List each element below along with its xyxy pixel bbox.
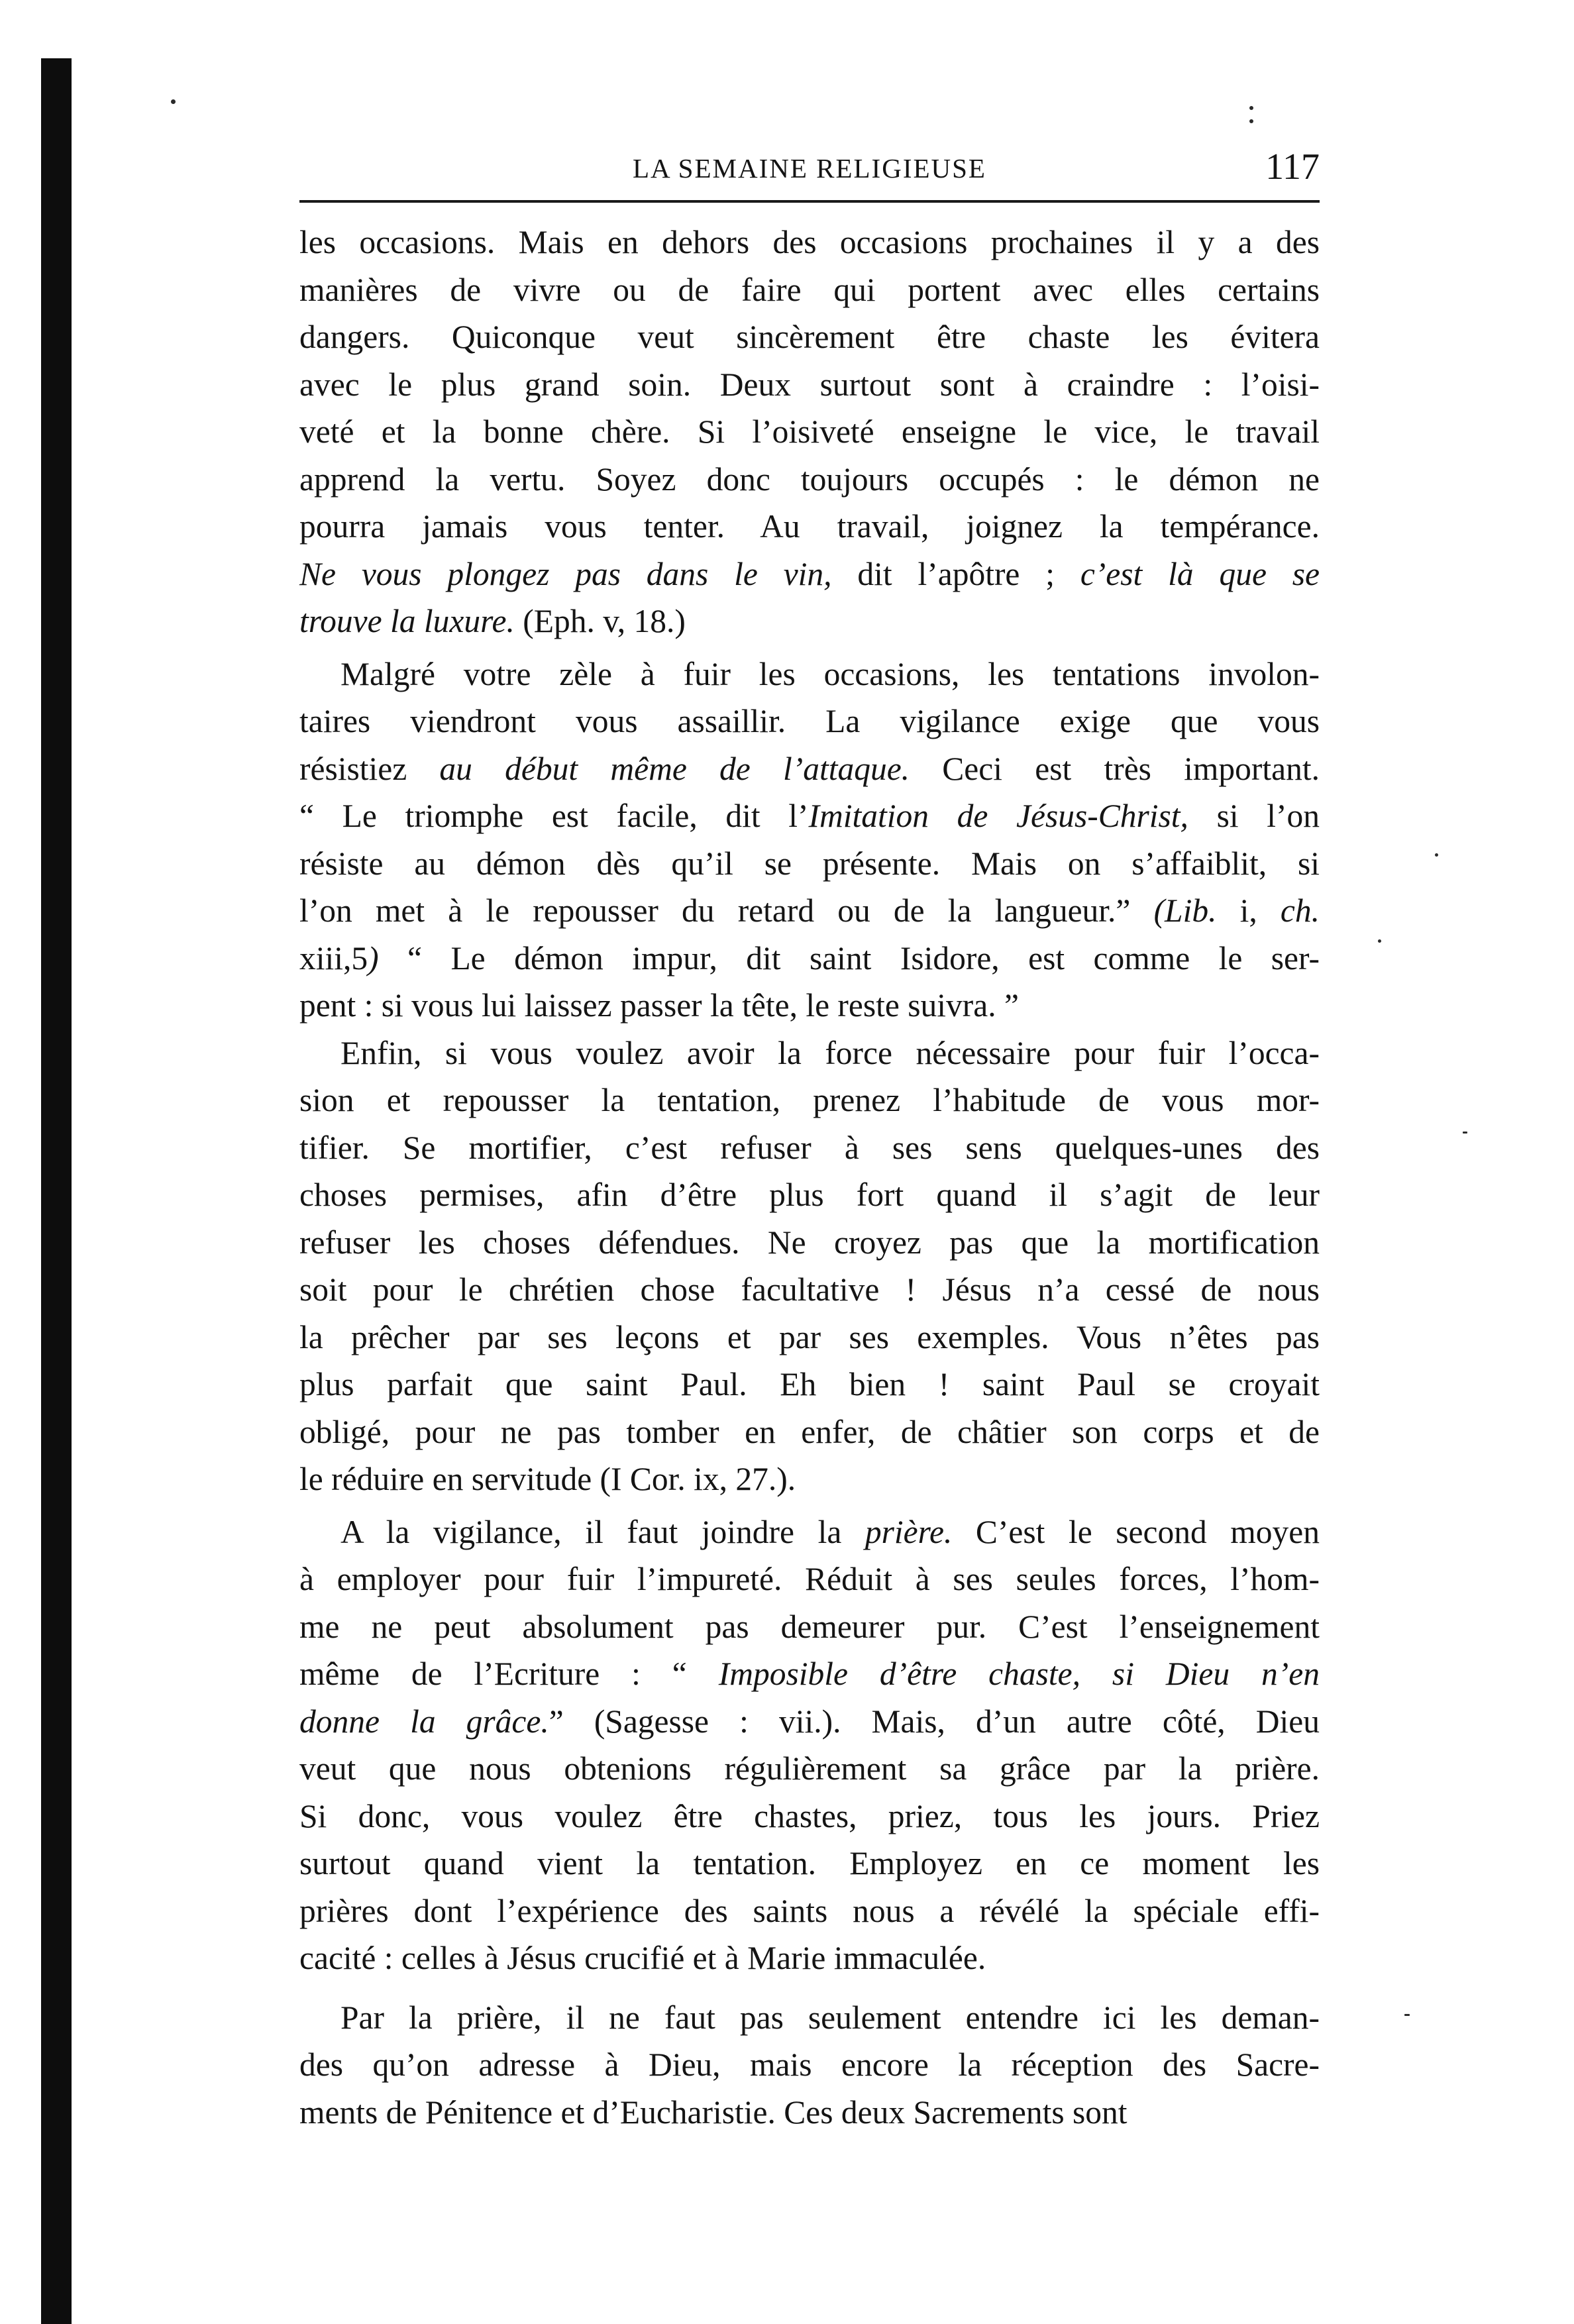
- text-line: [299, 1219, 1320, 1267]
- text-run: A la vigilance, il faut joindre la: [341, 1513, 865, 1550]
- text-line: [299, 1556, 1320, 1603]
- text-run: tifier. Se mortifier, c’est refuser à ses sens quelques-unes des: [299, 1129, 1320, 1166]
- text-run: si l’on: [1188, 798, 1320, 834]
- text-run: taires viendront vous assaillir. La vigilance exige que vous: [299, 703, 1320, 739]
- text-line: [299, 266, 1320, 314]
- italic-run: Ne vous plongez pas dans le vin,: [299, 555, 832, 592]
- text-run: i,: [1216, 892, 1281, 929]
- body-text: [299, 219, 1320, 2136]
- scan-speck: [1378, 939, 1381, 943]
- text-line: [299, 1745, 1320, 1793]
- text-run: le réduire en servitude (I Cor. ix, 27.).: [299, 1461, 796, 1497]
- text-run: plus parfait que saint Paul. Eh bien ! saint Paul se croyait: [299, 1366, 1320, 1402]
- text-line: [299, 503, 1320, 551]
- scan-speck: [1249, 106, 1253, 110]
- text-run: ments de Pénitence et d’Eucharistie. Ces deux Sacrements sont: [299, 2093, 1128, 2131]
- text-run: sion et repousser la tentation, prenez l’habitude de vous mor-: [299, 1082, 1320, 1118]
- text-line: [299, 456, 1320, 503]
- text-run: dangers. Quiconque veut sincèrement être chaste les évitera: [299, 319, 1320, 355]
- scan-edge-shadow: [41, 58, 72, 2324]
- text-line: [299, 219, 1320, 266]
- text-line: [299, 1361, 1320, 1408]
- text-run: Par la prière, il ne faut pas seulement entendre ici les deman-: [341, 1999, 1320, 2036]
- text-line: [299, 1840, 1320, 1887]
- italic-run: Imposible d’être chaste, si Dieu n’en: [718, 1656, 1320, 1692]
- text-run: Si donc, vous voulez être chastes, priez, tous les jours. Priez: [299, 1797, 1320, 1834]
- text-run: obligé, pour ne pas tomber en enfer, de châtier son corps et de: [299, 1413, 1320, 1450]
- header-rule: [299, 200, 1320, 203]
- text-line: [299, 1030, 1320, 1077]
- italic-run: donne la grâce.: [299, 1703, 549, 1740]
- italic-run: prière.: [865, 1513, 953, 1550]
- text-line: [299, 887, 1320, 935]
- text-run: même de l’Ecriture : “: [299, 1656, 719, 1692]
- text-line: [299, 1934, 1320, 1982]
- text-run: (Eph. v, 18.): [514, 603, 686, 639]
- text-run: dit l’apôtre ;: [831, 555, 1080, 592]
- text-run: choses permises, afin d’être plus fort quand il s’agit de leur: [299, 1177, 1320, 1213]
- scan-speck: [1463, 1132, 1467, 1134]
- text-line: [299, 1994, 1320, 2042]
- italic-run: au début même de l’attaque.: [439, 750, 910, 787]
- text-line: [299, 1314, 1320, 1361]
- scan-speck: [1435, 853, 1438, 857]
- paragraph: [299, 651, 1320, 1030]
- text-line: [299, 1698, 1320, 1746]
- paragraph: [299, 1030, 1320, 1503]
- running-head: LA SEMAINE RELIGIEUSE: [633, 153, 986, 184]
- text-line: [299, 361, 1320, 409]
- text-run: résistiez: [299, 750, 440, 787]
- text-run: des qu’on adresse à Dieu, mais encore la réception des Sacre-: [299, 2046, 1320, 2083]
- text-line: [299, 1124, 1320, 1172]
- text-run: la prêcher par ses leçons et par ses exemples. Vous n’êtes pas: [299, 1318, 1320, 1355]
- text-line: [299, 1266, 1320, 1314]
- text-run: avec le plus grand soin. Deux surtout sont à craindre : l’oisi-: [299, 366, 1320, 403]
- text-line: [299, 1793, 1320, 1840]
- italic-run: (Lib.: [1153, 892, 1217, 929]
- italic-run: ch.: [1280, 892, 1320, 929]
- text-line: [299, 1408, 1320, 1456]
- text-run: pent : si vous lui laissez passer la tête, le reste suivra. ”: [299, 987, 1019, 1024]
- text-run: manières de vivre ou de faire qui portent avec elles certains: [299, 271, 1320, 308]
- paragraph: [299, 1994, 1320, 2137]
- text-run: Ceci est très important.: [910, 750, 1320, 787]
- text-run: résiste au démon dès qu’il se présente. Mais on s’affaiblit, si: [299, 845, 1320, 882]
- paragraph: [299, 219, 1320, 645]
- text-run: veut que nous obtenions régulièrement sa grâce par la prière.: [299, 1750, 1320, 1787]
- italic-run: c’est là que se: [1080, 555, 1320, 592]
- text-run: xiii,5: [299, 939, 368, 977]
- text-line: [299, 2089, 1320, 2137]
- text-run: soit pour le chrétien chose facultative ! Jésus n’a cessé de nous: [299, 1271, 1320, 1308]
- text-line: [299, 551, 1320, 598]
- text-line: [299, 792, 1320, 840]
- text-line: [299, 982, 1320, 1030]
- text-line: [299, 408, 1320, 456]
- text-run: refuser les choses défendues. Ne croyez pas que la mortification: [299, 1224, 1320, 1261]
- text-line: [299, 1887, 1320, 1935]
- text-run: Malgré votre zèle à fuir les occasions, les tentations involon-: [341, 655, 1320, 692]
- text-run: me ne peut absolument pas demeurer pur. C’est l’enseignement: [299, 1608, 1320, 1645]
- text-run: pourra jamais vous tenter. Au travail, joignez la tempérance.: [299, 508, 1320, 545]
- text-line: [299, 313, 1320, 361]
- text-run: l’on met à le repousser du retard ou de la langueur.”: [299, 892, 1154, 929]
- text-run: surtout quand vient la tentation. Employez en ce moment les: [299, 1845, 1320, 1881]
- text-run: Enfin, si vous voulez avoir la force nécessaire pour fuir l’occa-: [341, 1034, 1320, 1071]
- text-line: [299, 1455, 1320, 1503]
- text-run: “ Le démon impur, dit saint Isidore, est comme le ser-: [378, 939, 1320, 977]
- text-line: [299, 1171, 1320, 1219]
- text-run: ” (Sagesse : vii.). Mais, d’un autre côté, Dieu: [549, 1703, 1320, 1740]
- text-run: prières dont l’expérience des saints nous a révélé la spéciale effi-: [299, 1892, 1320, 1929]
- text-line: [299, 745, 1320, 793]
- text-run: “ Le triomphe est facile, dit l’: [299, 798, 809, 834]
- text-run: à employer pour fuir l’impureté. Réduit à ses seules forces, l’hom-: [299, 1561, 1320, 1597]
- scan-speck: [1404, 2014, 1410, 2016]
- paragraph: [299, 1508, 1320, 1982]
- text-line: [299, 651, 1320, 698]
- text-line: [299, 1603, 1320, 1651]
- scan-speck: [1249, 119, 1253, 123]
- scan-speck: [171, 99, 176, 104]
- text-line: [299, 935, 1320, 982]
- text-line: [299, 1508, 1320, 1556]
- text-line: [299, 1077, 1320, 1124]
- italic-run: Imitation de Jésus-Christ,: [808, 798, 1188, 834]
- text-run: les occasions. Mais en dehors des occasions prochaines il y a des: [299, 224, 1320, 260]
- page-number: 117: [1265, 146, 1320, 187]
- text-line: [299, 2041, 1320, 2089]
- text-run: C’est le second moyen: [952, 1513, 1320, 1550]
- text-line: [299, 598, 1320, 645]
- text-run: apprend la vertu. Soyez donc toujours occupés : le démon ne: [299, 460, 1320, 498]
- text-run: cacité : celles à Jésus crucifié et à Marie immaculée.: [299, 1940, 986, 1976]
- text-line: [299, 1650, 1320, 1698]
- page-header: [299, 146, 1320, 192]
- text-run: veté et la bonne chère. Si l’oisiveté enseigne le vice, le travail: [299, 413, 1320, 450]
- text-line: [299, 840, 1320, 888]
- text-line: [299, 698, 1320, 745]
- italic-run: ): [368, 939, 379, 977]
- italic-run: trouve la luxure.: [299, 603, 515, 639]
